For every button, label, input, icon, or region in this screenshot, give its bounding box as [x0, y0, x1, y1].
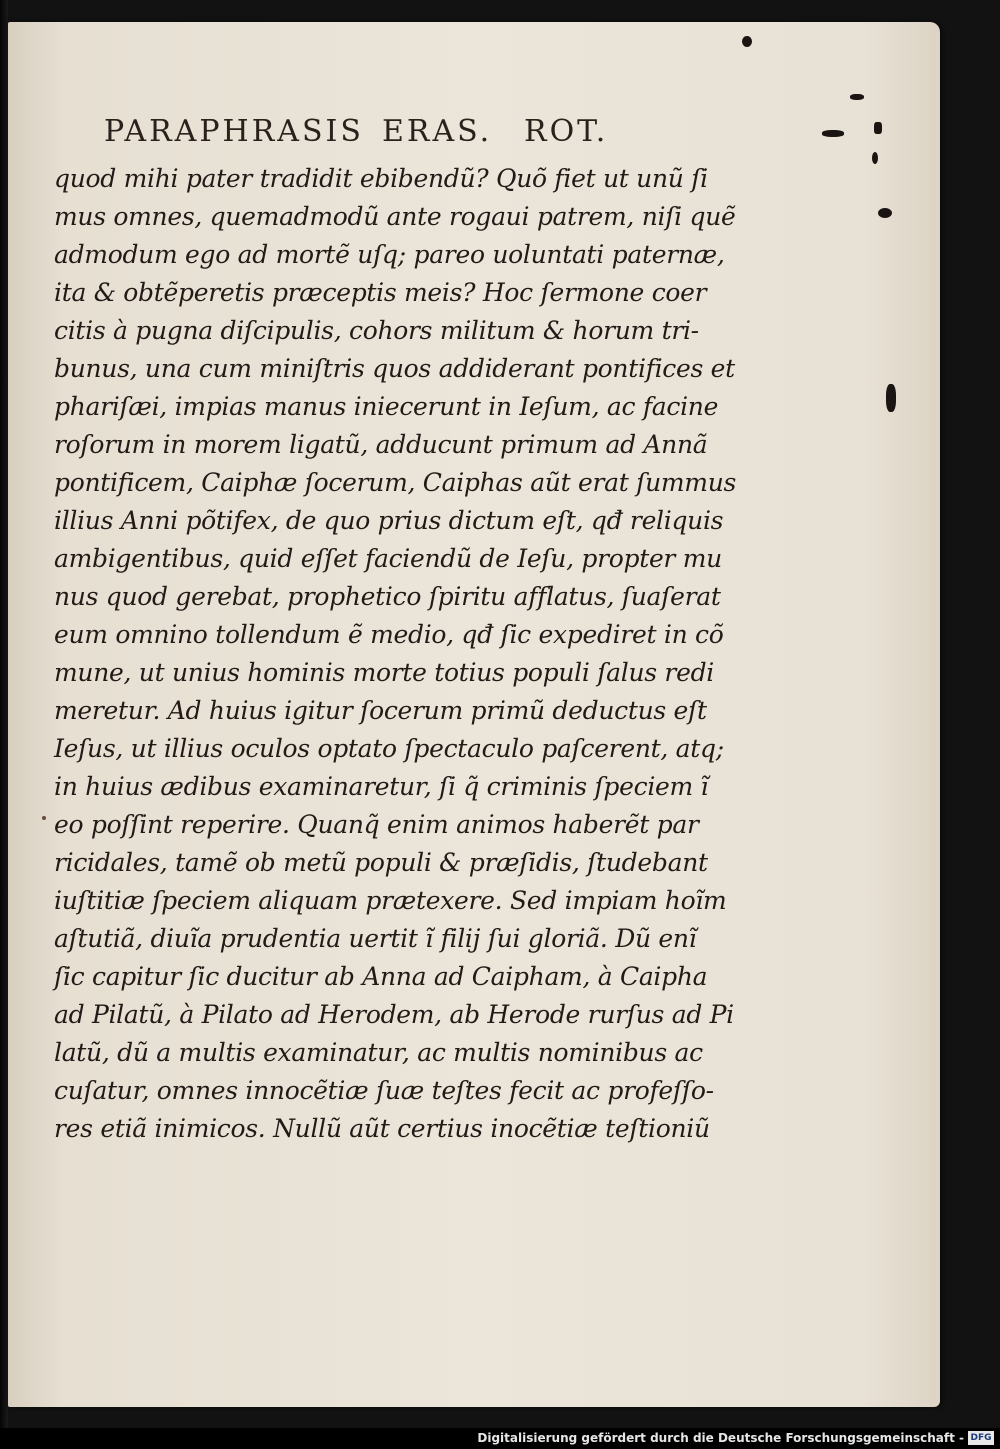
text-line: mus omnes, quemadmodũ ante rogaui patrem, niſi quẽ [54, 202, 736, 231]
running-head-part1: PARAPHRASIS [104, 114, 364, 149]
text-line: Ieſus, ut illius oculos optato ſpectaculo paſcerent, atq; [54, 734, 724, 763]
funding-notice: Digitalisierung gefördert durch die Deutsche Forschungsgemeinschaft - [477, 1431, 964, 1445]
text-line: bunus, una cum miniſtris quos addiderant pontifices et [54, 354, 735, 383]
book-binding-edge [0, 0, 8, 1428]
running-head [104, 114, 664, 154]
text-line: ſic capitur ſic ducitur ab Anna ad Caipham, à Caipha [54, 962, 708, 991]
text-line: res etiã inimicos. Nullũ aũt certius inocẽtiæ teſtioniũ [54, 1114, 710, 1143]
text-line: ad Pilatũ, à Pilato ad Herodem, ab Herode rurſus ad Pi [54, 1000, 734, 1029]
ink-speck [878, 208, 892, 218]
text-line: latũ, dũ a multis examinatur, ac multis nominibus ac [54, 1038, 703, 1067]
text-line: citis à pugna diſcipulis, cohors militum & horum tri- [54, 316, 699, 345]
text-line: illius Anni põtifex, de quo prius dictum eſt, qđ reliquis [54, 506, 724, 535]
text-line: eo poſſint reperire. Quanq̃ enim animos haberẽt par [54, 810, 699, 839]
dfg-logo: DFG [968, 1431, 994, 1445]
running-head-part2: ERAS. [382, 114, 493, 149]
ink-speck [874, 122, 882, 134]
text-line: roſorum in morem ligatũ, adducunt primum ad Annã [54, 430, 708, 459]
text-line: meretur. Ad huius igitur ſocerum primũ deductus eſt [54, 696, 707, 725]
text-line: mune, ut unius hominis morte totius populi ſalus redi [54, 658, 714, 687]
ink-speck [850, 94, 864, 100]
book-page [8, 22, 940, 1407]
text-line: nus quod gerebat, prophetico ſpiritu afflatus, ſuaſerat [54, 582, 721, 611]
text-line: ita & obtẽperetis præceptis meis? Hoc ſermone coer [54, 278, 707, 307]
ink-speck [822, 130, 844, 137]
text-line: phariſæi, impias manus iniecerunt in Ieſum, ac facine [54, 392, 719, 421]
text-line: iuſtitiæ ſpeciem aliquam prætexere. Sed impiam hoĩm [54, 886, 727, 915]
text-line: ricidales, tamẽ ob metũ populi & præſidis, ſtudebant [54, 848, 708, 877]
text-line: eum omnino tollendum ẽ medio, qđ ſic expediret in cõ [54, 620, 724, 649]
text-line: ambigentibus, quid eſſet faciendũ de Ieſu, propter mu [54, 544, 722, 573]
running-head-part3: ROT. [524, 114, 609, 149]
text-line: aſtutiã, diuĩa prudentia uertit ĩ filij ſui gloriã. Dũ enĩ [54, 924, 697, 953]
ink-speck [742, 36, 752, 47]
ink-speck [42, 816, 46, 820]
ink-speck [886, 384, 896, 412]
text-line: quod mihi pater tradidit ebibendũ? Quõ fiet ut unũ ſi [54, 164, 708, 193]
text-line: admodum ego ad mortẽ uſq; pareo uoluntati paternæ, [54, 240, 725, 269]
text-line: cuſatur, omnes innocẽtiæ ſuæ teſtes fecit ac profeſſo- [54, 1076, 714, 1105]
text-line: pontificem, Caiphæ ſocerum, Caiphas aũt erat ſummus [54, 468, 737, 497]
text-line: in huius ædibus examinaretur, ſi q̃ criminis ſpeciem ĩ [54, 772, 709, 801]
footer-bar [0, 1428, 1000, 1449]
body-text [54, 160, 737, 1148]
ink-speck [872, 152, 878, 164]
